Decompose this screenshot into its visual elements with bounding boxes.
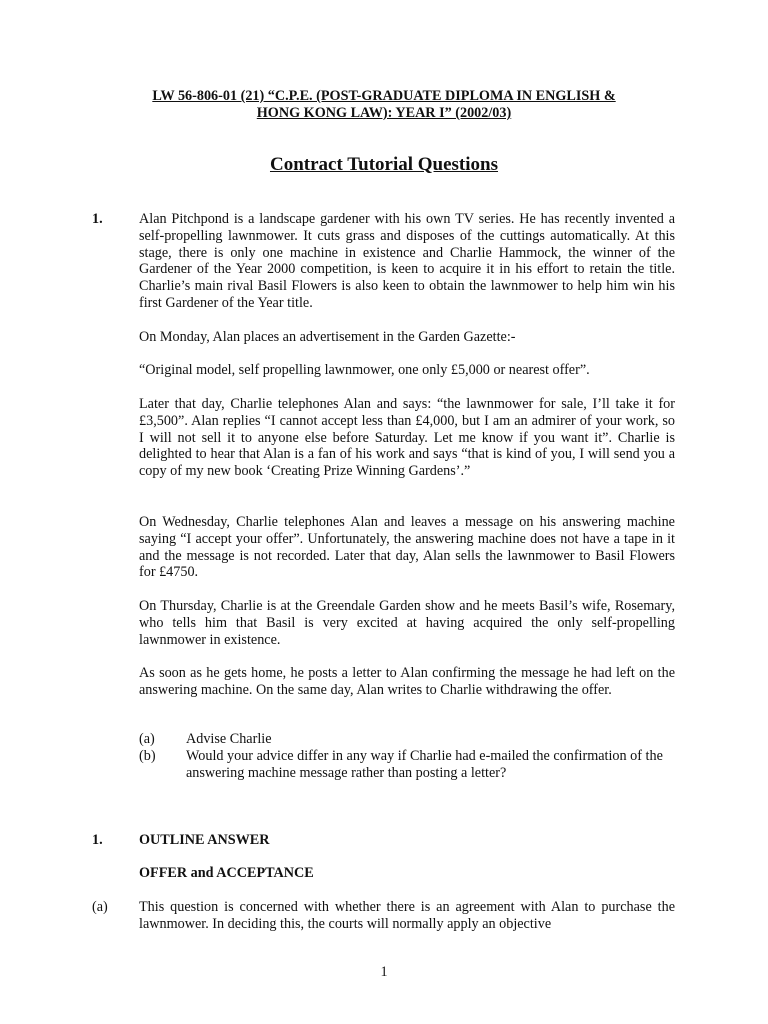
item-text: Advise Charlie [186, 731, 272, 747]
question-paragraph-7 [139, 665, 675, 699]
item-text: Would your advice differ in any way if Charlie had e-mailed the confirmation of the answering machine message rather than posting a letter? [186, 748, 663, 781]
paragraph-text: Alan Pitchpond is a landscape gardener with his own TV series. He has recently invented a self-propelling lawnmower. It cuts grass and disposes of the cuttings automatically. At this stage, there is only one machine in existence and Charlie Hammock, the winner of the Gardener of the Year 2000 competition, is keen to acquire it in his effort to retain the title. Charlie’s main rival Basil Flowers is also keen to obtain the lawnmower to help him win his first Gardener of the Year title. [139, 211, 675, 311]
question-paragraph-2 [139, 329, 675, 346]
question-paragraph-4 [139, 396, 675, 480]
course-header [100, 88, 668, 122]
question-paragraph-6 [139, 598, 675, 648]
course-header-line-2: HONG KONG LAW): YEAR I” (2002/03) [256, 105, 512, 121]
item-label: (b) [139, 748, 156, 764]
paragraph-text: On Monday, Alan places an advertisement in the Garden Gazette:- [139, 329, 516, 345]
outline-subheading: OFFER and ACCEPTANCE [139, 865, 314, 881]
course-header-line-1: LW 56-806-01 (21) “C.P.E. (POST-GRADUATE DIPLOMA IN ENGLISH & [152, 88, 616, 104]
paragraph-text: On Wednesday, Charlie telephones Alan and leaves a message on his answering machine saying “I accept your offer”. Unfortunately, the answering machine does not have a tape in it and the message is not recorded. Later that day, Alan sells the lawnmower to Basil Flowers for £4750. [139, 514, 675, 581]
question-paragraph-3 [139, 362, 675, 379]
page-title: Contract Tutorial Questions [269, 154, 499, 175]
page-number: 1 [380, 964, 388, 980]
paragraph-text: Later that day, Charlie telephones Alan and says: “the lawnmower for sale, I’ll take it for £3,500”. Alan replies “I cannot accept less than £4,000, but I am an admirer of your work, so I will not sell it to anyone else before Saturday. Let me know if you want it”. Charlie is delighted to hear that Alan is a fan of his work and says “that is kind of you, I will send you a copy of my new book ‘Creating Prize Winning Gardens’.” [139, 396, 675, 480]
paragraph-text: As soon as he gets home, he posts a letter to Alan confirming the message he had left on the answering machine. On the same day, Alan writes to Charlie withdrawing the offer. [139, 665, 675, 698]
question-paragraph-5 [139, 514, 675, 581]
outline-number: 1. [92, 832, 103, 848]
item-label: (a) [139, 731, 155, 747]
paragraph-text: This question is concerned with whether there is an agreement with Alan to purchase the lawnmower. In deciding this, the courts will normally apply an objective [139, 899, 675, 932]
question-paragraph-1 [139, 211, 675, 312]
outline-part-label: (a) [92, 899, 108, 915]
advertisement-quote: “Original model, self propelling lawnmower, one only £5,000 or nearest offer”. [139, 362, 590, 378]
question-number: 1. [92, 211, 103, 227]
outline-part-text [139, 899, 675, 933]
paragraph-text: On Thursday, Charlie is at the Greendale Garden show and he meets Basil’s wife, Rosemary, who tells him that Basil is very excited at having acquired the only self-propelling lawnmower in existence. [139, 598, 675, 648]
outline-heading: OUTLINE ANSWER [139, 832, 270, 848]
